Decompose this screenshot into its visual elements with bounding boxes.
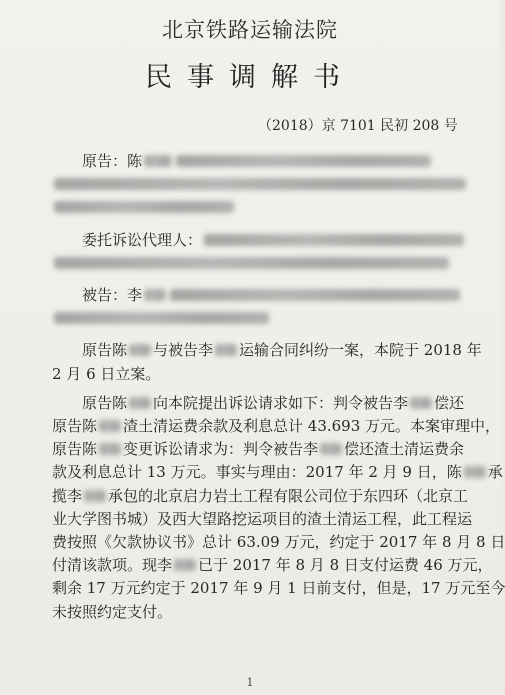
text-line: 剩余 17 万元约定于 2017 年 9 月 1 日前支付，但是，17 万元至今	[52, 579, 505, 598]
redacted-name	[129, 397, 151, 409]
text-segment: 变更诉讼请求为：判令被告李	[123, 440, 319, 459]
text-segment: 与被告李	[153, 341, 214, 360]
redacted-text	[54, 201, 234, 213]
text-segment: 原告陈	[82, 393, 128, 412]
redacted-name	[320, 443, 342, 455]
text-segment: 原告陈	[82, 341, 128, 360]
redacted-name	[410, 397, 432, 409]
redacted-text	[176, 155, 431, 167]
court-name: 北京铁路运输法院	[162, 18, 338, 42]
text-segment: 原告陈	[52, 417, 98, 436]
text-segment: 承包的北京启力岩土工程有限公司位于东四环（北京工	[108, 486, 469, 505]
text-line: 业大学图书城）及西大望路挖运项目的渣土清运工程，此工程运	[52, 509, 473, 528]
redacted-text	[54, 178, 466, 190]
redacted-name	[99, 443, 121, 455]
redacted-name	[174, 559, 196, 571]
text-segment: 向本院提出诉讼请求如下：判令被告李	[153, 393, 409, 412]
claims-paragraph	[52, 392, 505, 624]
agent-paragraph	[52, 229, 470, 275]
redacted-text	[54, 312, 269, 324]
document-body	[52, 150, 505, 633]
case-intro-paragraph	[52, 339, 482, 385]
redacted-name	[99, 420, 121, 432]
redacted-name	[129, 344, 151, 356]
plaintiff-paragraph	[52, 150, 470, 220]
defendant-paragraph	[52, 284, 470, 330]
text-segment: 渣土清运费余款及利息总计 43.693 万元。本案审理中，	[123, 417, 501, 436]
document-title: 民事调解书	[145, 62, 355, 93]
agent-label: 委托诉讼代理人：	[82, 230, 203, 249]
redacted-name	[144, 289, 166, 301]
text-segment: 付清该款项。现李	[52, 556, 173, 575]
redacted-text	[170, 289, 460, 301]
text-segment: 偿还	[434, 393, 465, 412]
text-segment: 已于 2017 年 8 月 8 日支付运费 46 万元，	[198, 556, 493, 575]
text-segment: 款及利息总计 13 万元。事实与理由：2017 年 2 月 9 日，陈	[52, 463, 462, 482]
text-segment: 承	[487, 463, 503, 482]
text-segment: 原告陈	[52, 440, 98, 459]
page-number: 1	[246, 676, 254, 689]
case-number: （2018）京 7101 民初 208 号	[258, 118, 458, 134]
redacted-name	[464, 466, 486, 478]
text-segment: 偿还渣土清运费余	[344, 440, 465, 459]
redacted-text	[54, 257, 449, 269]
text-segment: 运输合同纠纷一案，本院于 2018 年	[239, 341, 482, 360]
text-line: 费按照《欠款协议书》总计 63.09 万元，约定于 2017 年 8 月 8 日	[52, 533, 505, 552]
redacted-name	[144, 155, 172, 167]
text-line: 未按照约定支付。	[52, 602, 173, 621]
text-line: 2 月 6 日立案。	[52, 364, 161, 383]
redacted-text	[204, 234, 464, 246]
text-segment: 揽李	[52, 486, 83, 505]
redacted-name	[84, 490, 106, 502]
redacted-name	[215, 344, 237, 356]
defendant-label: 被告：李	[82, 286, 143, 305]
plaintiff-label: 原告：陈	[82, 152, 143, 170]
